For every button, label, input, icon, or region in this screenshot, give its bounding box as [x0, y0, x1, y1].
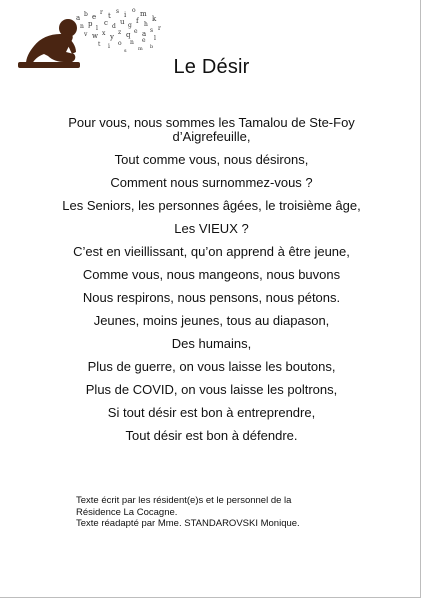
svg-text:o: o	[118, 40, 122, 47]
poem-line: Plus de guerre, on vous laisse les boutons,	[87, 359, 336, 374]
svg-text:p: p	[88, 20, 93, 28]
svg-text:h: h	[144, 21, 148, 28]
svg-text:b: b	[84, 11, 88, 18]
svg-text:g: g	[128, 22, 132, 29]
svg-text:a: a	[142, 30, 147, 38]
svg-text:b: b	[150, 44, 154, 50]
svg-text:r: r	[100, 9, 103, 16]
credits-line: Texte écrit par les résident(e)s et le personnel de la	[76, 495, 292, 506]
svg-text:e: e	[134, 28, 138, 35]
credits-block	[76, 495, 376, 530]
svg-text:t: t	[108, 12, 111, 20]
poem-line: Tout comme vous, nous désirons,	[114, 152, 309, 167]
svg-text:a: a	[76, 14, 81, 22]
svg-text:e: e	[92, 13, 97, 21]
poem-line: Tout désir est bon à défendre.	[125, 428, 298, 443]
svg-text:v: v	[84, 31, 88, 38]
svg-text:x: x	[102, 30, 106, 37]
svg-text:m: m	[140, 10, 147, 18]
poem-line: Comme vous, nous mangeons, nous buvons	[82, 267, 341, 282]
svg-text:s: s	[116, 8, 120, 15]
svg-text:z: z	[118, 29, 122, 36]
credits-line: Texte réadapté par Mme. STANDAROVSKI Monique.	[76, 518, 300, 529]
credits-line: Résidence La Cocagne.	[76, 506, 178, 518]
svg-text:s: s	[150, 27, 154, 34]
svg-text:c: c	[104, 19, 108, 27]
poem-line: Jeunes, moins jeunes, tous au diapason,	[93, 313, 330, 328]
svg-text:t: t	[98, 41, 101, 48]
svg-text:y: y	[110, 33, 114, 41]
poem-verses	[30, 116, 393, 452]
svg-text:l: l	[96, 25, 98, 32]
poem-line: Les Seniors, les personnes âgées, le troisième âge,	[62, 198, 361, 213]
svg-text:n: n	[80, 23, 84, 30]
poem-line: Des humains,	[171, 336, 252, 351]
poem-line: C’est en vieillissant, qu’on apprend à être jeune,	[73, 244, 350, 259]
poem-line: Comment nous surnommez-vous ?	[110, 175, 313, 190]
svg-text:u: u	[120, 18, 125, 26]
poem-line: Plus de COVID, on vous laisse les poltrons,	[85, 382, 338, 397]
svg-text:q: q	[126, 31, 131, 39]
page-title: Le Désir	[173, 56, 250, 78]
poem-line: Pour vous, nous sommes les Tamalou de Ste-Foy d’Aigrefeuille,	[68, 115, 355, 144]
svg-text:f: f	[136, 17, 139, 25]
svg-text:n: n	[130, 39, 134, 46]
poem-line: Nous respirons, nous pensons, nous pétons.	[82, 290, 341, 305]
poem-line: Si tout désir est bon à entreprendre,	[107, 405, 316, 420]
svg-text:d: d	[112, 23, 116, 30]
svg-text:s: s	[124, 48, 127, 54]
svg-text:r: r	[158, 25, 161, 32]
svg-text:l: l	[154, 35, 156, 42]
svg-text:o: o	[132, 7, 136, 14]
svg-text:k: k	[152, 15, 157, 23]
svg-text:m: m	[138, 46, 143, 52]
svg-text:e: e	[142, 37, 146, 44]
svg-text:i: i	[108, 43, 110, 50]
poem-line: Les VIEUX ?	[174, 221, 249, 236]
svg-text:w: w	[92, 32, 98, 40]
svg-text:i: i	[124, 11, 127, 19]
